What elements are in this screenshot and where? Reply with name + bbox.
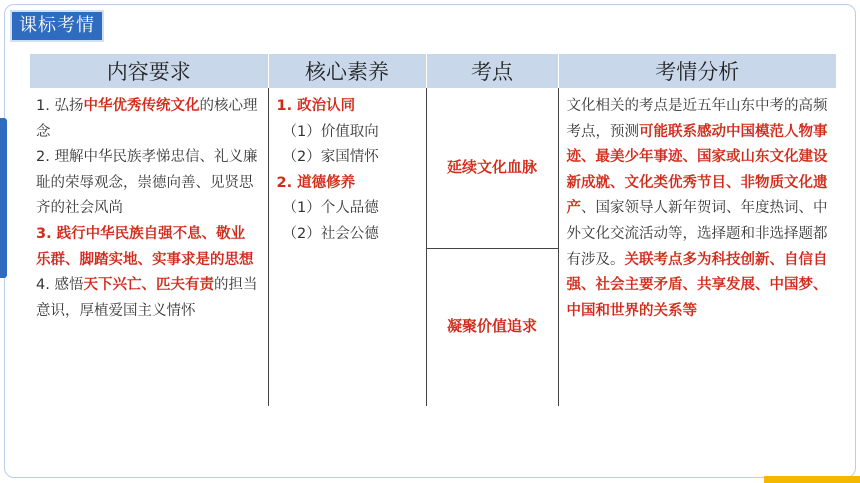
literacy-personal-virtue: （1）个人品德 [282, 200, 379, 217]
header-core-literacy: 核心素养 [268, 54, 426, 88]
header-test-points: 考点 [426, 54, 558, 88]
analysis-highlight: 可能联系感动中国模范人物事迹、最美少年事迹、国家或山东文化建设新成就、文化类优秀节目、非物质文化遗产 [566, 123, 828, 217]
literacy-social-ethics: （2）社会公德 [282, 225, 379, 242]
analysis-text: 、国家领导人新年贺词、年度热词、中外文化交流活动等，选择题和非选择题都有涉及。 [566, 200, 828, 268]
section-badge: 课标考情 [10, 10, 104, 42]
requirement-item-4 [36, 273, 260, 324]
core-literacy-cell [268, 88, 426, 406]
table-row [30, 88, 836, 406]
bottom-right-accent-bar [764, 476, 860, 483]
analysis-paragraph [567, 94, 833, 324]
requirement-item-2 [36, 145, 260, 222]
literacy-moral-cultivation: 2. 道德修养 [276, 174, 356, 191]
literacy-patriotism: （2）家国情怀 [282, 149, 379, 166]
requirement-highlight: 天下兴亡、匹夫有责 [83, 277, 214, 294]
test-point-value-pursuit: 凝聚价值追求 [446, 317, 537, 336]
requirement-text: 2. 理解中华民族孝悌忠信、礼义廉耻的荣辱观念，崇德向善、见贤思齐的社会风尚 [36, 149, 258, 217]
analysis-highlight: 关联考点多为科技创新、自信自强、社会主要矛盾、共享发展、中国梦、中国和世界的关系等 [566, 251, 828, 319]
requirement-text: 1. 弘扬 [36, 98, 84, 114]
requirement-item-1 [36, 94, 260, 145]
literacy-political-identity: 1. 政治认同 [276, 98, 356, 114]
header-analysis: 考情分析 [558, 54, 836, 88]
literacy-value-orientation: （1）价值取向 [282, 123, 379, 140]
analysis-text: 文化相关的考点是近五年山东中考的高频考点，预测 [566, 98, 828, 140]
analysis-cell [558, 88, 836, 406]
requirement-text: 4. 感悟 [36, 277, 84, 294]
requirement-text: 的担当意识，厚植爱国主义情怀 [36, 277, 258, 319]
left-accent-bar [0, 118, 7, 278]
requirement-highlight: 中华优秀传统文化 [83, 98, 200, 114]
test-point-cultural-heritage: 延续文化血脉 [427, 88, 558, 249]
requirement-item-3 [36, 222, 260, 273]
requirement-highlight: 3. 践行中华民族自强不息、敬业乐群、脚踏实地、实事求是的思想 [36, 225, 254, 268]
header-content-requirements: 内容要求 [30, 54, 268, 88]
content-requirements-cell [30, 88, 268, 406]
table-header-row [30, 54, 836, 88]
requirement-text: 的核心理念 [36, 98, 258, 140]
test-points-cell [426, 88, 558, 406]
curriculum-table [30, 54, 836, 406]
